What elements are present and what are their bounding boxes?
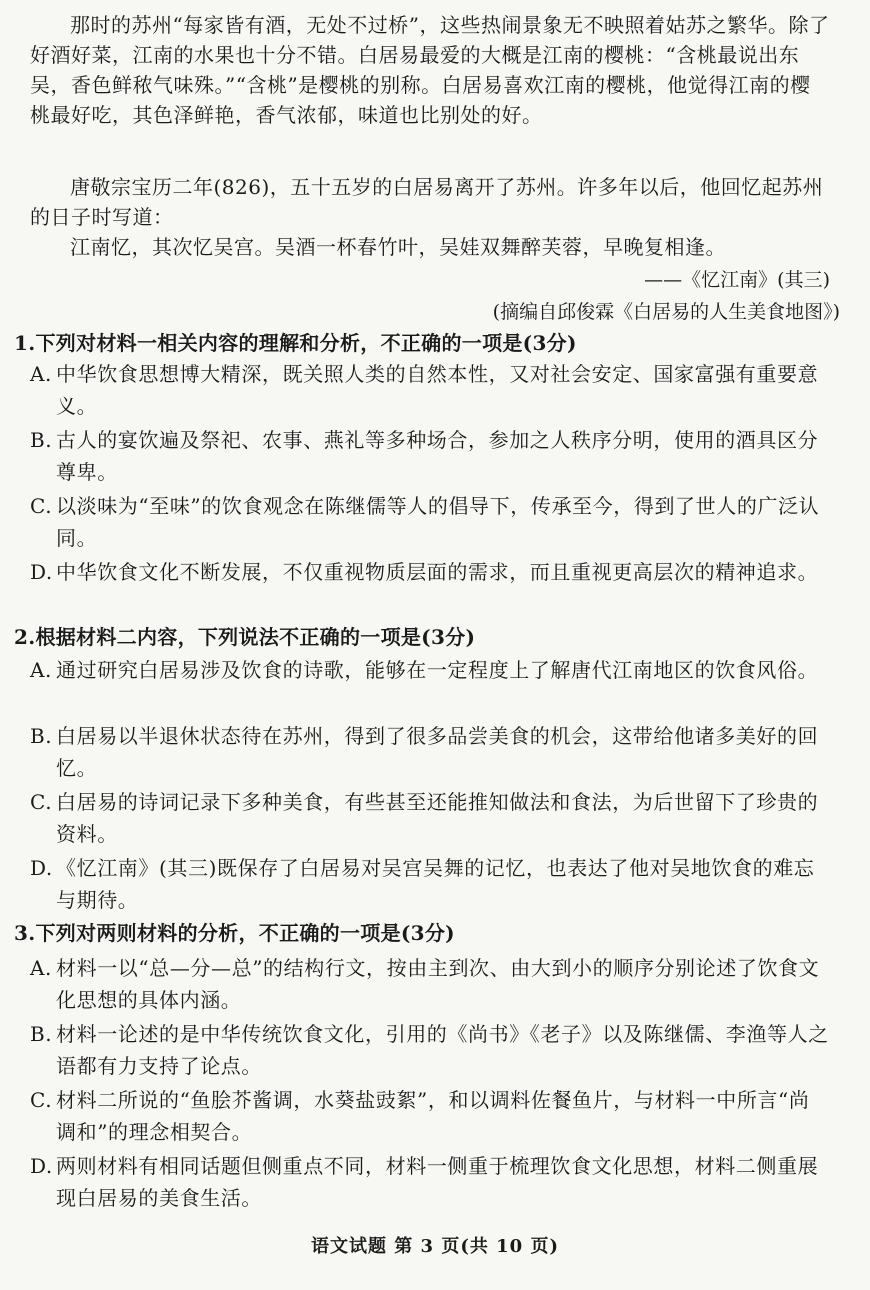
option-text: 白居易以半退休状态待在苏州，得到了很多品尝美食的机会，这带给他诸多美好的回忆。 bbox=[56, 724, 819, 780]
option-text: 两则材料有相同话题但侧重点不同，材料一侧重于梳理饮食文化思想，材料二侧重展现白居易的美食生活。 bbox=[56, 1154, 819, 1210]
passage-paragraph-1: 那时的苏州“每家皆有酒，无处不过桥”，这些热闹景象无不映照着姑苏之繁华。除了好酒好菜，江南的水果也十分不错。白居易最爱的大概是江南的樱桃：“含桃最说出东吴，香色鲜秾气味殊。”“含桃”是樱桃的别称。白居易喜欢江南的樱桃，他觉得江南的樱桃最好吃，其色泽鲜艳，香气浓郁，味道也比别处的好。 bbox=[30, 13, 830, 127]
option-letter: C. bbox=[30, 1088, 53, 1112]
option-letter: D. bbox=[30, 560, 53, 584]
option-letter: C. bbox=[30, 494, 53, 518]
option-letter: B. bbox=[30, 1022, 53, 1046]
option-letter: D. bbox=[30, 856, 53, 880]
option-text: 中华饮食思想博大精深，既关照人类的自然本性，又对社会安定、国家富强有重要意义。 bbox=[56, 362, 819, 418]
option-text: 古人的宴饮遍及祭祀、农事、燕礼等多种场合，参加之人秩序分明，使用的酒具区分尊卑。 bbox=[56, 428, 819, 484]
question-2-option-a[interactable] bbox=[30, 654, 830, 686]
question-2-option-c[interactable] bbox=[30, 786, 830, 850]
option-text: 材料一论述的是中华传统饮食文化，引用的《尚书》《老子》以及陈继儒、李渔等人之语都有力支持了论点。 bbox=[56, 1022, 829, 1078]
option-text: 《忆江南》(其三)既保存了白居易对吴宫吴舞的记忆，也表达了他对吴地饮食的难忘与期待。 bbox=[56, 856, 815, 912]
poem-text: 江南忆，其次忆吴宫。吴酒一杯春竹叶，吴娃双舞醉芙蓉，早晚复相逢。 bbox=[70, 235, 726, 259]
option-text: 通过研究白居易涉及饮食的诗歌，能够在一定程度上了解唐代江南地区的饮食风俗。 bbox=[56, 658, 819, 682]
option-text: 材料一以“总—分—总”的结构行文，按由主到次、由大到小的顺序分别论述了饮食文化思想的具体内涵。 bbox=[56, 956, 820, 1012]
option-text: 以淡味为“至味”的饮食观念在陈继儒等人的倡导下，传承至今，得到了世人的广泛认同。 bbox=[56, 494, 820, 550]
option-text: 材料二所说的“鱼脍芥酱调，水葵盐豉絮”，和以调料佐餐鱼片，与材料一中所言“尚调和”的理念相契合。 bbox=[56, 1088, 810, 1144]
question-1-option-a[interactable] bbox=[30, 358, 830, 422]
question-3-option-c[interactable] bbox=[30, 1084, 830, 1148]
option-text: 中华饮食文化不断发展，不仅重视物质层面的需求，而且重视更高层次的精神追求。 bbox=[56, 560, 819, 584]
question-2-option-d[interactable] bbox=[30, 852, 830, 916]
question-2-option-b[interactable] bbox=[30, 720, 830, 784]
page-footer: 语文试题 第 3 页(共 10 页) bbox=[311, 1236, 559, 1257]
question-1-option-c[interactable] bbox=[30, 490, 830, 554]
option-letter: A. bbox=[30, 956, 53, 980]
question-3-stem: 3.下列对两则材料的分析，不正确的一项是(3分) bbox=[14, 921, 455, 945]
option-letter: C. bbox=[30, 790, 53, 814]
question-1-option-b[interactable] bbox=[30, 424, 830, 488]
option-letter: A. bbox=[30, 362, 53, 386]
question-1-option-d[interactable] bbox=[30, 556, 830, 588]
question-3-option-b[interactable] bbox=[30, 1018, 830, 1082]
question-3-option-d[interactable] bbox=[30, 1150, 830, 1214]
option-letter: B. bbox=[30, 428, 53, 452]
question-2-stem: 2.根据材料二内容，下列说法不正确的一项是(3分) bbox=[14, 625, 476, 649]
passage-paragraph-2: 唐敬宗宝历二年(826)，五十五岁的白居易离开了苏州。许多年以后，他回忆起苏州的日子时写道： bbox=[30, 175, 824, 229]
question-3-option-a[interactable] bbox=[30, 952, 830, 1016]
option-letter: B. bbox=[30, 724, 53, 748]
question-1-stem: 1.下列对材料一相关内容的理解和分析，不正确的一项是(3分) bbox=[14, 331, 577, 355]
citation: (摘编自邱俊霖《白居易的人生美食地图》) bbox=[492, 301, 840, 323]
option-text: 白居易的诗词记录下多种美食，有些甚至还能推知做法和食法，为后世留下了珍贵的资料。 bbox=[56, 790, 819, 846]
poem-source: ——《忆江南》(其三) bbox=[644, 269, 830, 291]
option-letter: D. bbox=[30, 1154, 53, 1178]
option-letter: A. bbox=[30, 658, 53, 682]
